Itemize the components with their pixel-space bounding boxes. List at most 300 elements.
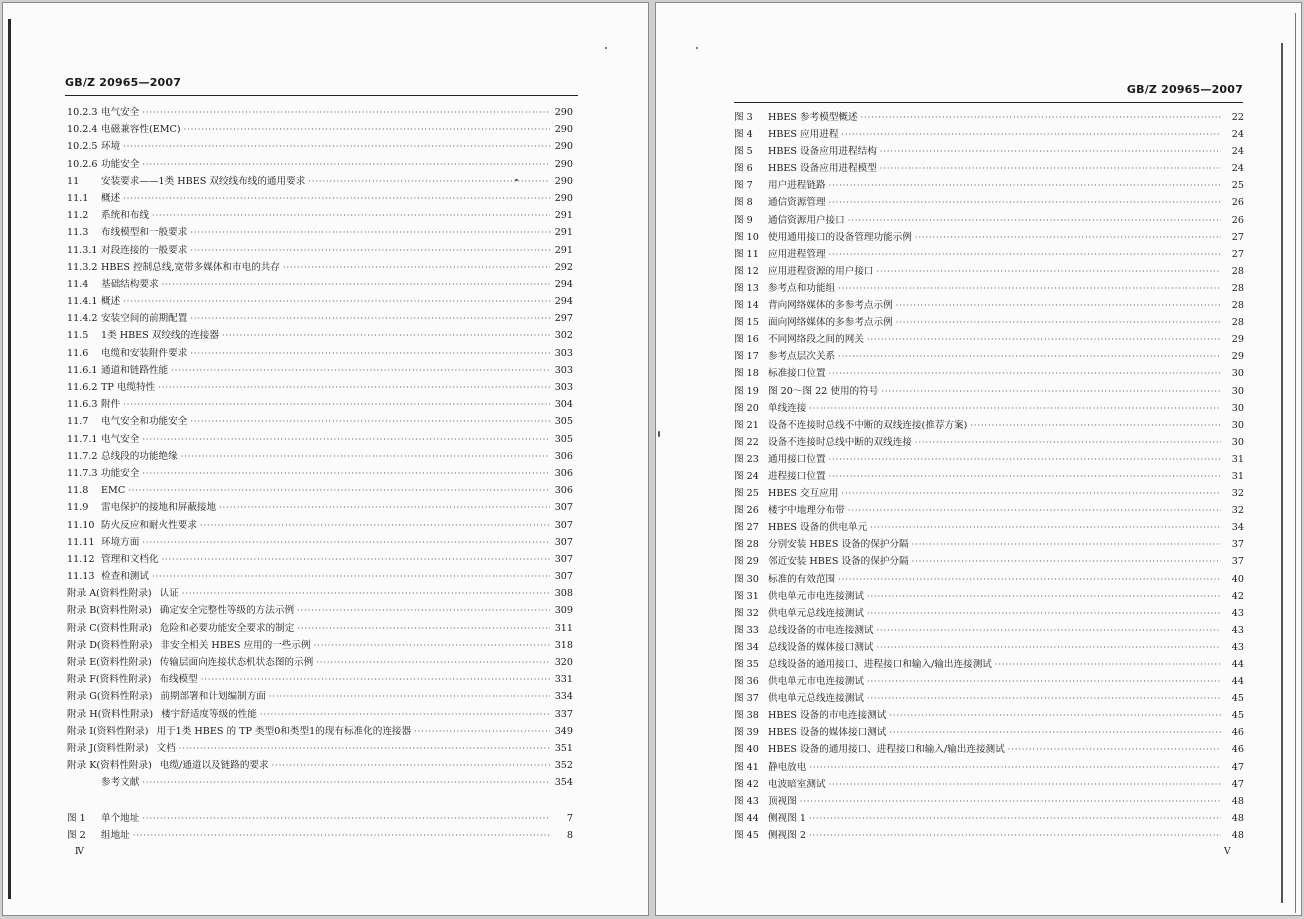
entry-title: 安装要求——1类 HBES 双绞线布线的通用要求: [101, 175, 306, 187]
entry-title: 顶视图: [768, 795, 797, 807]
dot-leader: [912, 553, 1221, 570]
toc-list-right: [734, 109, 1244, 844]
dot-leader: [838, 280, 1221, 297]
entry-page-number: 27: [1231, 248, 1244, 260]
entry-number: 图 14: [734, 300, 759, 312]
dot-leader: [970, 417, 1221, 434]
binding-edge: [1295, 13, 1296, 913]
entry-page-number: 318: [554, 639, 573, 651]
dot-leader: [896, 297, 1221, 314]
left-page: [3, 3, 648, 915]
entry-title: 应用进程管理: [768, 248, 826, 260]
entry-number: 11.5: [67, 330, 89, 342]
entry-page-number: 30: [1231, 419, 1244, 431]
toc-entry: [734, 707, 1244, 724]
dot-leader: [272, 757, 550, 774]
dot-leader: [184, 121, 550, 138]
entry-page-number: 303: [554, 382, 573, 393]
entry-title: 电波暗室测试: [768, 778, 826, 790]
entry-page-number: 30: [1231, 368, 1244, 380]
toc-entry: [734, 383, 1244, 400]
toc-entry: [67, 827, 573, 844]
toc-entry: [734, 571, 1244, 588]
entry-number: 图 11: [734, 248, 759, 260]
entry-title: 侧视图 1: [768, 812, 806, 824]
dot-leader: [171, 362, 550, 379]
entry-page-number: 32: [1231, 505, 1244, 517]
toc-entries: [67, 104, 573, 792]
entry-number: 图 28: [734, 539, 759, 551]
entry-number: 11.13: [67, 571, 95, 583]
toc-entry: [734, 741, 1244, 758]
entry-title: 侧视图 2: [768, 829, 806, 841]
entry-number: 11: [67, 175, 80, 187]
entry-page-number: 48: [1231, 812, 1244, 824]
dot-leader: [841, 126, 1221, 143]
entry-title: 文档: [156, 742, 176, 754]
entry-page-number: 349: [554, 725, 573, 737]
entry-number: 附录 F(资料性附录): [67, 674, 152, 686]
dot-leader: [269, 688, 550, 705]
scan-speck: [696, 47, 698, 49]
toc-entry: [67, 810, 573, 827]
scan-speck: [515, 179, 518, 181]
entry-page-number: 37: [1231, 539, 1244, 551]
entry-title: 供电单元总线连接测试: [768, 607, 864, 619]
dot-leader: [881, 383, 1221, 400]
dot-leader: [915, 434, 1221, 451]
toc-entry: [67, 207, 573, 224]
toc-entry: [734, 348, 1244, 365]
toc-entry: [734, 263, 1244, 280]
entry-number: 图 18: [734, 368, 759, 380]
entry-number: 图 21: [734, 419, 759, 431]
entry-number: 图 36: [734, 676, 759, 688]
figure-list: [734, 109, 1244, 844]
toc-entry: [734, 212, 1244, 229]
entry-number: 11.4.1: [67, 296, 98, 308]
entry-page-number: 294: [554, 278, 573, 290]
entry-title: 检查和测试: [101, 571, 149, 583]
entry-number: 图 3: [734, 112, 753, 123]
entry-title: 1类 HBES 双绞线的连接器: [101, 330, 219, 342]
entry-title: 设备不连接时总线中断的双线连接: [768, 436, 912, 448]
dot-leader: [123, 293, 550, 310]
entry-title: 楼宇中地理分布带: [768, 505, 845, 517]
entry-number: 11.9: [67, 502, 89, 514]
entry-page-number: 302: [554, 330, 573, 342]
entry-title: 参考点和功能组: [768, 282, 836, 294]
toc-entry: [734, 126, 1244, 143]
toc-entry: [734, 588, 1244, 605]
entry-title: 通信资源管理: [768, 197, 826, 209]
dot-leader: [915, 229, 1221, 246]
toc-entry: [67, 362, 573, 379]
dot-leader: [182, 585, 550, 602]
dot-leader: [867, 690, 1221, 707]
entry-title: 参考点层次关系: [768, 351, 836, 363]
entry-title: 组地址: [101, 829, 130, 841]
toc-entry: [734, 468, 1244, 485]
entry-title: 背向网络媒体的多参考点示例: [768, 300, 893, 312]
binding-edge: [8, 19, 11, 899]
entry-title: 前期部署和计划编制方面: [160, 691, 266, 703]
entry-title: 基础结构要求: [101, 278, 159, 290]
entry-title: 雷电保护的接地和屏蔽接地: [101, 502, 217, 514]
entry-title: 布线模型: [159, 674, 198, 686]
dot-leader: [867, 605, 1221, 622]
toc-entry: [67, 138, 573, 155]
toc-entry: [67, 499, 573, 516]
entry-page-number: 30: [1231, 402, 1244, 414]
toc-entry: [67, 431, 573, 448]
entry-page-number: 28: [1231, 265, 1244, 277]
entry-number: 附录 E(资料性附录): [67, 657, 152, 668]
toc-entry: [734, 194, 1244, 211]
entry-title: 设备不连接时总线不中断的双线连接(推荐方案): [768, 419, 968, 431]
entry-number: 图 25: [734, 488, 759, 500]
entry-page-number: 294: [554, 296, 573, 308]
entry-page-number: 28: [1231, 317, 1244, 329]
entry-number: 11.6.2: [67, 382, 98, 393]
dot-leader: [123, 190, 550, 207]
entry-title: 电缆和安装附件要求: [101, 347, 188, 359]
dot-leader: [829, 194, 1221, 211]
toc-entry: [67, 671, 573, 688]
entry-number: 11.1: [67, 192, 89, 204]
entry-page-number: 24: [1231, 163, 1244, 175]
entry-page-number: 290: [554, 107, 573, 118]
entry-number: 图 19: [734, 385, 759, 397]
entry-page-number: 290: [554, 158, 573, 170]
entry-page-number: 45: [1231, 693, 1244, 705]
entry-number: 10.2.4: [67, 124, 98, 136]
toc-entry: [734, 605, 1244, 622]
toc-entry: [734, 656, 1244, 673]
toc-entry: [734, 143, 1244, 160]
dot-leader: [414, 723, 550, 740]
entry-title: EMC: [101, 485, 126, 497]
entry-number: 图 17: [734, 351, 759, 363]
toc-entry: [734, 314, 1244, 331]
dot-leader: [260, 706, 550, 723]
toc-entry: [67, 379, 573, 396]
entry-page-number: 24: [1231, 129, 1244, 141]
entry-page-number: 331: [554, 674, 573, 686]
toc-entry: [734, 690, 1244, 707]
toc-entry: [67, 551, 573, 568]
entry-number: 11.6.3: [67, 399, 98, 411]
entry-page-number: 291: [554, 244, 573, 256]
entry-title: 电磁兼容性(EMC): [101, 124, 181, 136]
right-page: [656, 3, 1301, 915]
entry-title: 概述: [101, 192, 121, 204]
toc-entry: [734, 519, 1244, 536]
entry-title: 用于1类 HBES 的 TP 类型0和类型1的现有标准化的连接器: [156, 725, 412, 737]
entry-number: 图 1: [67, 812, 86, 824]
toc-entry: [734, 109, 1244, 126]
entry-title: 图 20～图 22 使用的符号: [768, 385, 879, 397]
entry-number: 11.4.2: [67, 313, 98, 325]
toc-entry: [67, 190, 573, 207]
entry-title: 标准接口位置: [768, 368, 826, 380]
toc-entry: [67, 637, 573, 654]
entry-page-number: 46: [1231, 744, 1244, 756]
entry-number: 图 20: [734, 402, 759, 414]
entry-number: 图 15: [734, 317, 759, 329]
entry-title: 分别安装 HBES 设备的保护分隔: [768, 539, 909, 551]
page-folio: Ⅴ: [1224, 847, 1231, 857]
toc-entry: [67, 259, 573, 276]
dot-leader: [316, 654, 550, 671]
toc-entry: [734, 485, 1244, 502]
entry-number: 图 37: [734, 693, 759, 705]
entry-title: 标准的有效范围: [768, 573, 836, 585]
entry-number: 图 35: [734, 659, 759, 670]
entry-page-number: 306: [554, 450, 573, 462]
entry-page-number: 42: [1231, 590, 1244, 602]
toc-entry: [734, 810, 1244, 827]
entry-number: 11.7.1: [67, 433, 98, 445]
entry-number: 图 33: [734, 624, 759, 636]
entry-title: 非安全相关 HBES 应用的一些示例: [160, 639, 311, 651]
toc-entry: [67, 620, 573, 637]
entry-title: 面向网络媒体的多参考点示例: [768, 317, 893, 329]
entry-page-number: 32: [1231, 488, 1244, 500]
toc-entry: [734, 724, 1244, 741]
dot-leader: [201, 671, 550, 688]
toc-entry: [67, 482, 573, 499]
entry-page-number: 37: [1231, 556, 1244, 568]
entry-number: 11.7.3: [67, 467, 98, 479]
dot-leader: [829, 776, 1221, 793]
scan-speck: [658, 431, 660, 437]
entry-title: 传输层面向连接状态机状态图的示例: [159, 657, 314, 668]
dot-leader: [297, 620, 550, 637]
entry-page-number: 26: [1231, 214, 1244, 226]
entry-page-number: 24: [1231, 146, 1244, 158]
entry-page-number: 351: [554, 742, 573, 754]
entry-number: 11.10: [67, 519, 95, 531]
entry-number: 附录 B(资料性附录): [67, 605, 152, 617]
dot-leader: [809, 400, 1221, 417]
toc-entry: [734, 536, 1244, 553]
entry-page-number: 25: [1231, 180, 1244, 192]
entry-page-number: 30: [1231, 436, 1244, 448]
toc-entry: [734, 434, 1244, 451]
entry-title: 安装空间的前期配置: [101, 313, 188, 325]
entry-page-number: 309: [554, 605, 573, 617]
entry-number: 图 9: [734, 214, 753, 226]
entry-title: 通用接口位置: [768, 453, 826, 465]
dot-leader: [800, 793, 1221, 810]
toc-entry: [67, 242, 573, 259]
dot-leader: [162, 276, 550, 293]
entry-page-number: 43: [1231, 641, 1244, 653]
figure-list: [67, 810, 573, 844]
toc-entry: [734, 502, 1244, 519]
entry-number: 附录 K(资料性附录): [67, 760, 152, 772]
entry-page-number: 311: [554, 622, 573, 634]
dot-leader: [142, 104, 550, 121]
entry-number: 图 5: [734, 146, 753, 158]
dot-leader: [867, 331, 1221, 348]
entry-page-number: 29: [1231, 334, 1244, 346]
toc-entry: [67, 774, 573, 791]
entry-title: 应用进程资源的用户接口: [768, 265, 874, 277]
entry-title: 电气安全和功能安全: [101, 416, 188, 428]
toc-entry: [734, 331, 1244, 348]
dot-leader: [838, 348, 1221, 365]
entry-page-number: 320: [554, 657, 573, 668]
dot-leader: [829, 365, 1221, 382]
entry-page-number: 307: [554, 553, 573, 565]
dot-leader: [880, 143, 1221, 160]
dot-leader: [889, 724, 1221, 741]
entry-number: 图 44: [734, 812, 759, 824]
toc-entry: [734, 622, 1244, 639]
entry-title: HBES 设备应用进程结构: [768, 146, 877, 158]
dot-leader: [123, 396, 550, 413]
entry-number: 图 22: [734, 436, 759, 448]
entry-page-number: 303: [554, 347, 573, 359]
entry-title: 环境方面: [101, 536, 140, 548]
entry-page-number: 291: [554, 210, 573, 222]
entry-page-number: 305: [554, 433, 573, 445]
dot-leader: [123, 138, 550, 155]
toc-entry: [67, 723, 573, 740]
entry-number: 11.3: [67, 227, 89, 239]
entry-number: 10.2.5: [67, 141, 98, 153]
entry-title: HBES 设备的供电单元: [768, 522, 868, 534]
header-rule: [734, 102, 1243, 103]
dot-leader: [877, 622, 1221, 639]
toc-entry: [734, 280, 1244, 297]
dot-leader: [308, 173, 550, 190]
dot-leader: [870, 519, 1221, 536]
dot-leader: [841, 485, 1221, 502]
dot-leader: [829, 451, 1221, 468]
entry-number: 图 8: [734, 197, 753, 209]
entry-number: 11.6: [67, 347, 89, 359]
entry-title: HBES 交互应用: [768, 488, 839, 500]
entry-title: 布线模型和一般要求: [101, 227, 188, 239]
dot-leader: [152, 568, 550, 585]
entry-page-number: 31: [1231, 470, 1244, 482]
toc-entry: [67, 740, 573, 757]
entry-title: 电气安全: [101, 107, 140, 118]
toc-entry: [67, 121, 573, 138]
entry-title: 管理和文档化: [101, 553, 159, 565]
entry-title: TP 电缆特性: [101, 382, 156, 393]
entry-number: 图 26: [734, 505, 759, 517]
entry-number: 11.2: [67, 210, 89, 222]
entry-number: 附录 G(资料性附录): [67, 691, 153, 703]
entry-title: 不同网络段之间的网关: [768, 334, 864, 346]
entry-number: 11.6.1: [67, 364, 98, 376]
entry-page-number: 28: [1231, 282, 1244, 294]
entry-number: 图 27: [734, 522, 759, 534]
dot-leader: [829, 177, 1221, 194]
dot-leader: [861, 109, 1221, 126]
entry-page-number: 308: [554, 588, 573, 600]
standard-code: GB/Z 20965—2007: [1126, 83, 1243, 96]
entry-number: 图 10: [734, 231, 759, 243]
entry-page-number: 292: [554, 261, 573, 273]
toc-list-left: [67, 104, 573, 844]
entry-page-number: 304: [554, 399, 573, 411]
toc-entry: [734, 229, 1244, 246]
scan-speck: [605, 47, 607, 49]
entry-page-number: 337: [554, 708, 573, 720]
entry-page-number: 48: [1231, 829, 1244, 841]
toc-entry: [734, 759, 1244, 776]
entry-number: 附录 A(资料性附录): [67, 588, 152, 600]
entry-page-number: 352: [554, 760, 573, 772]
entry-number: 附录 J(资料性附录): [67, 742, 149, 754]
toc-entry: [67, 104, 573, 121]
entry-page-number: 290: [554, 141, 573, 153]
dot-leader: [829, 246, 1221, 263]
entry-title: HBES 设备的通用接口、进程接口和输入/输出连接测试: [768, 744, 1005, 756]
entry-page-number: 306: [554, 485, 573, 497]
entry-page-number: 34: [1231, 522, 1244, 534]
entry-page-number: 297: [554, 313, 573, 325]
dot-leader: [809, 759, 1221, 776]
dot-leader: [880, 160, 1221, 177]
entry-page-number: 44: [1231, 659, 1244, 670]
entry-page-number: 40: [1231, 573, 1244, 585]
entry-title: 参考文献: [101, 777, 140, 789]
toc-entry: [734, 246, 1244, 263]
standard-code: GB/Z 20965—2007: [65, 76, 182, 89]
entry-number: 11.11: [67, 536, 95, 548]
entry-number: 附录 H(资料性附录): [67, 708, 154, 720]
entry-title: HBES 应用进程: [768, 129, 839, 141]
entry-number: 图 31: [734, 590, 759, 602]
entry-number: 11.4: [67, 278, 89, 290]
toc-entry: [67, 534, 573, 551]
entry-title: 功能安全: [101, 158, 140, 170]
dot-leader: [838, 571, 1221, 588]
toc-entry: [734, 776, 1244, 793]
toc-entry: [67, 654, 573, 671]
toc-entry: [67, 602, 573, 619]
entry-number: 附录 D(资料性附录): [67, 639, 153, 651]
toc-entry: [67, 173, 573, 190]
toc-entry: [67, 224, 573, 241]
entry-title: 危险和必要功能安全要求的制定: [160, 622, 295, 634]
dot-leader: [283, 259, 550, 276]
entry-number: 11.3.1: [67, 244, 98, 256]
dot-leader: [867, 588, 1221, 605]
dot-leader: [190, 310, 550, 327]
entry-title: 确定安全完整性等级的方法示例: [159, 605, 295, 617]
entry-number: 图 40: [734, 744, 759, 756]
entry-title: 通信资源用户接口: [768, 214, 845, 226]
entry-number: 11.7.2: [67, 450, 98, 462]
entry-title: 总线设备的媒体接口测试: [768, 641, 874, 653]
dot-leader: [829, 468, 1221, 485]
entry-title: 供电单元总线连接测试: [768, 693, 864, 705]
entry-title: HBES 设备的媒体接口测试: [768, 727, 887, 739]
entry-number: 10.2.6: [67, 158, 98, 170]
entry-page-number: 290: [554, 175, 573, 187]
toc-entry: [67, 448, 573, 465]
entry-page-number: 46: [1231, 727, 1244, 739]
dot-leader: [995, 656, 1221, 673]
entry-number: 图 4: [734, 129, 753, 141]
